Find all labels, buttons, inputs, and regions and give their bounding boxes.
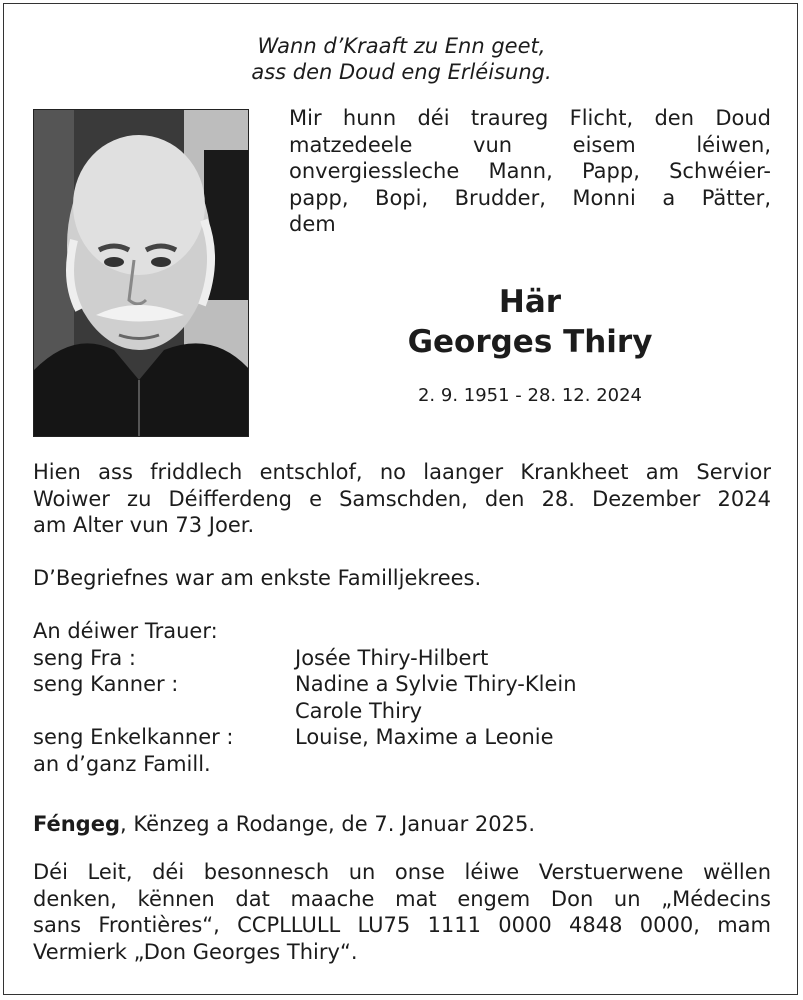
deceased-name-block bbox=[289, 282, 771, 362]
life-dates: 2. 9. 1951 - 28. 12. 2024 bbox=[417, 385, 643, 406]
mourners-closing-text: an d’ganz Famill. bbox=[33, 751, 211, 776]
donation-paragraph bbox=[33, 859, 771, 965]
mourner-relation: seng Fra : bbox=[33, 645, 136, 670]
mourner-names: Carole Thiry bbox=[295, 698, 423, 723]
notice-paragraph bbox=[33, 459, 771, 539]
mourner-relation: seng Enkelkanner : bbox=[33, 725, 234, 749]
notice-line: am Alter vun 73 Joer. bbox=[33, 513, 255, 537]
portrait-photo bbox=[33, 109, 249, 437]
mourners-heading-text: An déiwer Trauer: bbox=[33, 619, 218, 643]
motto bbox=[0, 33, 803, 85]
mourners-section bbox=[33, 618, 771, 777]
mourner-row bbox=[33, 645, 771, 672]
place-bold: Féngeg bbox=[33, 812, 120, 836]
mourner-row bbox=[33, 724, 771, 751]
motto-line-1: Wann d’Kraaft zu Enn geet, bbox=[257, 34, 546, 58]
donation-line: Vermierk „Don Georges Thiry“. bbox=[33, 939, 358, 964]
donation-line: Déi Leit, déi besonnesch un onse léiwe Verstuerwene wëllen bbox=[33, 860, 771, 884]
mourner-row bbox=[33, 671, 771, 698]
mourners-heading bbox=[33, 618, 771, 645]
mourner-relation: seng Kanner : bbox=[33, 672, 179, 696]
intro-line: dem bbox=[289, 212, 336, 236]
mourner-names: Louise, Maxime a Leonie bbox=[295, 725, 554, 749]
honorific: Här bbox=[498, 284, 562, 320]
intro-line: matzedeele vun eisem léiwen, bbox=[289, 132, 771, 157]
place-date bbox=[33, 811, 771, 838]
mourner-row bbox=[33, 698, 771, 725]
mourners-closing bbox=[33, 751, 771, 778]
donation-line: sans Frontières“, CCPLLULL LU75 1111 0000 4848 0000, mam bbox=[33, 913, 771, 937]
place-date-rest: , Kënzeg a Rodange, de 7. Januar 2025. bbox=[120, 812, 536, 836]
intro-line: onvergiessleche Mann, Papp, Schwéier- bbox=[289, 159, 771, 183]
donation-line: denken, kënnen dat maache mat engem Don un „Médecins bbox=[33, 886, 771, 911]
family-note: D’Begriefnes war am enkste Familljekrees. bbox=[33, 566, 482, 590]
deceased-name: Georges Thiry bbox=[407, 324, 653, 360]
mourner-names: Josée Thiry-Hilbert bbox=[295, 645, 489, 670]
mourner-names: Nadine a Sylvie Thiry-Klein bbox=[295, 672, 577, 696]
notice-line: Hien ass friddlech entschlof, no laanger Krankheet am Servior bbox=[33, 460, 771, 484]
notice-line: Woiwer zu Déifferdeng e Samschden, den 28. Dezember 2024 bbox=[33, 486, 771, 511]
intro-line: papp, Bopi, Brudder, Monni a Pätter, bbox=[289, 185, 771, 210]
motto-line-2: ass den Doud eng Erléisung. bbox=[251, 60, 552, 84]
intro-text bbox=[289, 105, 771, 238]
intro-line: Mir hunn déi traureg Flicht, den Doud bbox=[289, 106, 771, 130]
